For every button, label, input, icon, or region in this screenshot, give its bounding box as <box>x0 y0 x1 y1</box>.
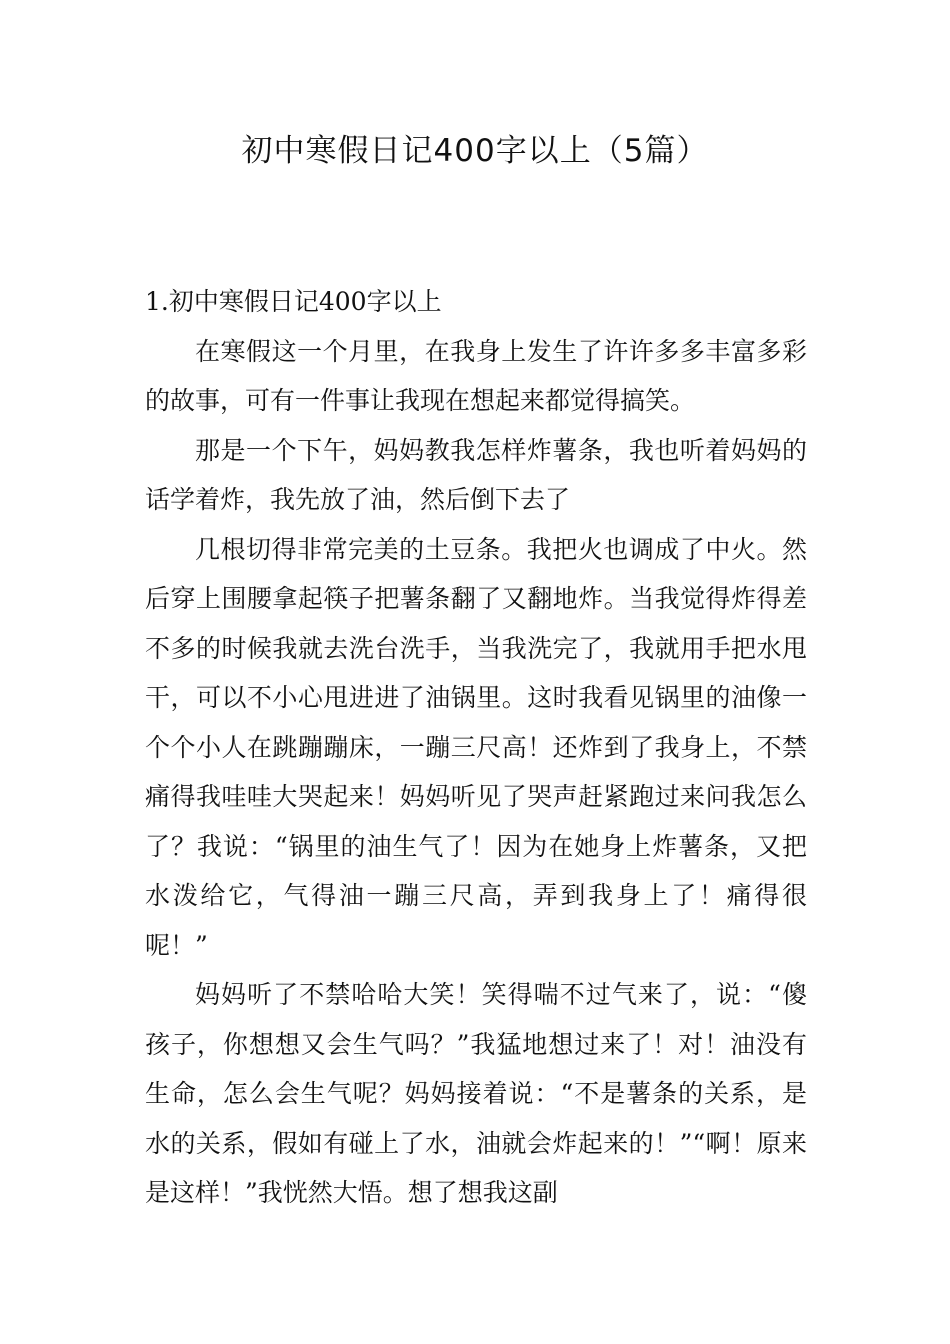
document-title: 初中寒假日记400字以上（5篇） <box>241 133 709 169</box>
paragraph-3: 几根切得非常完美的土豆条。我把火也调成了中火。然后穿上围腰拿起筷子把薯条翻了又翻地炸。当我觉得炸得差不多的时候我就去洗台洗手，当我洗完了，我就用手把水甩干，可以不小心甩进进了油锅里。这时我看见锅里的油像一个个小人在跳蹦蹦床，一蹦三尺高！还炸到了我身上，不禁痛得我哇哇大哭起来！妈妈听见了哭声赶紧跑过来问我怎么了？我说：“锅里的油生气了！因为在她身上炸薯条，又把水泼给它，气得油一蹦三尺高，弄到我身上了！痛得很呢！” <box>145 534 807 960</box>
document-body <box>145 277 807 1218</box>
paragraph-2: 那是一个下午，妈妈教我怎样炸薯条，我也听着妈妈的话学着炸，我先放了油，然后倒下去了 <box>145 435 807 514</box>
paragraph-4: 妈妈听了不禁哈哈大笑！笑得喘不过气来了，说：“傻孩子，你想想又会生气吗？”我猛地想过来了！对！油没有生命，怎么会生气呢？妈妈接着说：“不是薯条的关系，是水的关系，假如有碰上了水，油就会炸起来的！”“啊！原来是这样！”我恍然大悟。想了想我这副 <box>145 980 807 1207</box>
paragraph-1: 在寒假这一个月里，在我身上发生了许许多多丰富多彩的故事，可有一件事让我现在想起来都觉得搞笑。 <box>145 336 807 415</box>
section-heading: 1.初中寒假日记400字以上 <box>145 287 442 316</box>
